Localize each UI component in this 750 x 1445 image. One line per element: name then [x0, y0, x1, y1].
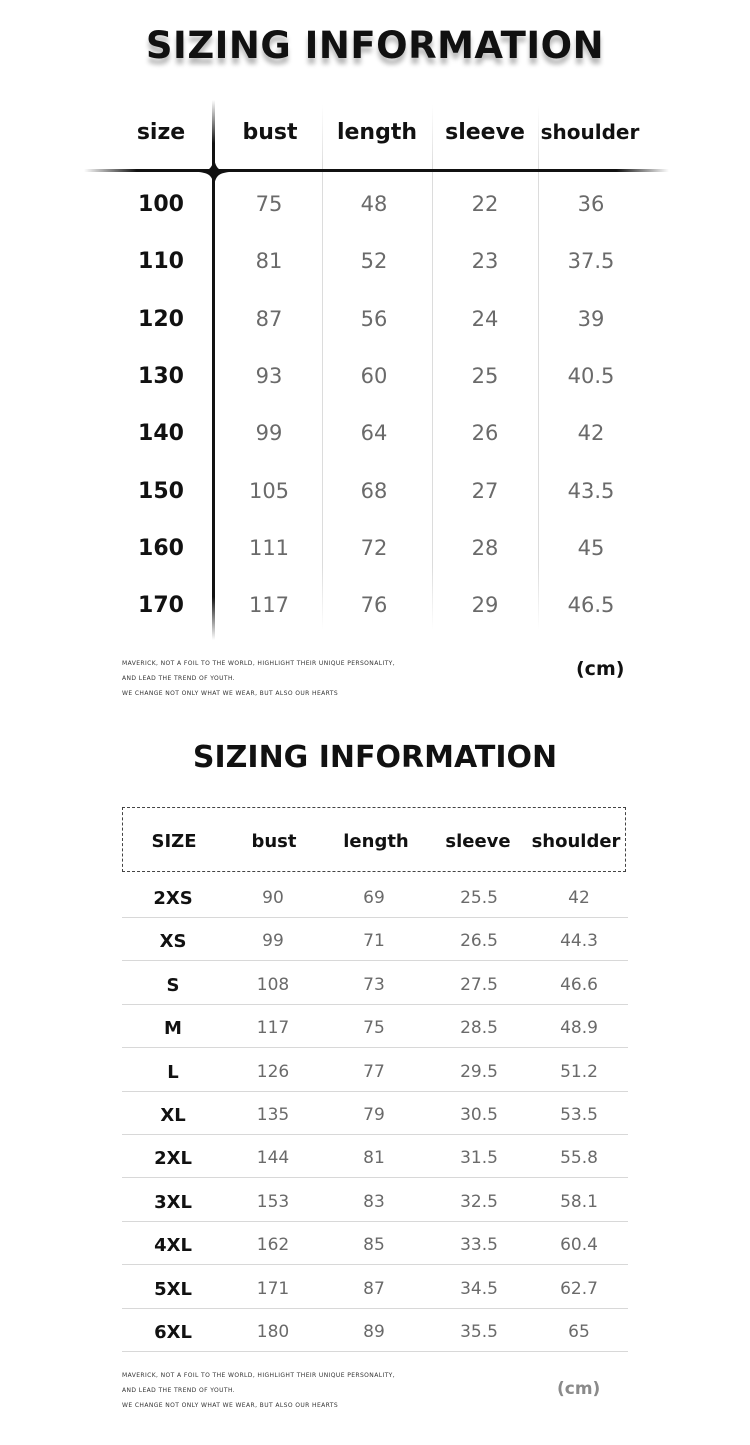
footnote — [122, 1368, 395, 1413]
table-cell: 29 — [471, 593, 499, 618]
header-shoulder: shoulder — [531, 831, 621, 852]
footnote-line: AND LEAD THE TREND OF YOUTH. — [122, 1387, 236, 1394]
size-label: 170 — [138, 593, 184, 619]
table-cell: 25 — [471, 363, 499, 388]
footnote-line: WE CHANGE NOT ONLY WHAT WE WEAR, BUT ALSO OUR HEARTS — [122, 690, 339, 697]
header-length: length — [336, 120, 418, 145]
size-label: 3XL — [154, 1191, 192, 1213]
size-label: 150 — [138, 478, 184, 504]
table-cell: 26 — [471, 421, 499, 446]
table-cell: 64 — [360, 421, 388, 446]
table-cell: 60 — [360, 363, 388, 388]
table-cell: 35.5 — [460, 1322, 498, 1342]
table-cell: 39 — [577, 306, 605, 331]
row-divider — [122, 960, 628, 961]
size-label: 4XL — [154, 1235, 192, 1257]
size-label: 100 — [138, 192, 184, 217]
size-label: 110 — [138, 249, 184, 275]
table-cell: 89 — [363, 1322, 385, 1342]
header-size: size — [136, 120, 186, 145]
table-cell: 93 — [255, 363, 283, 388]
table-cell: 99 — [262, 931, 284, 952]
table-cell: 37.5 — [567, 249, 615, 274]
column-divider — [322, 105, 323, 630]
header-length: length — [343, 831, 409, 852]
table-cell: 52 — [360, 249, 388, 274]
table-cell: 25.5 — [460, 888, 498, 908]
row-divider — [122, 1351, 628, 1352]
size-label: M — [164, 1018, 182, 1040]
footnote-line: MAVERICK, NOT A FOIL TO THE WORLD, HIGHLIGHT THEIR UNIQUE PERSONALITY, — [122, 660, 396, 667]
row-divider — [122, 1047, 628, 1048]
table-cell: 69 — [363, 888, 385, 908]
size-label: 120 — [138, 306, 184, 332]
size-label: 5XL — [154, 1278, 192, 1300]
table-cell: 111 — [248, 535, 290, 560]
header-sleeve: sleeve — [445, 120, 525, 145]
table-cell: 87 — [363, 1278, 385, 1299]
row-divider — [122, 1221, 628, 1222]
table-cell: 153 — [256, 1191, 290, 1212]
table-cell: 162 — [256, 1235, 290, 1256]
unit-label: (cm) — [557, 1379, 601, 1399]
header-bust: bust — [251, 831, 297, 852]
table-cell: 117 — [248, 593, 290, 618]
size-label: L — [167, 1061, 179, 1083]
column-divider — [538, 105, 539, 630]
table-cell: 40.5 — [567, 363, 615, 388]
table-cell: 171 — [256, 1278, 290, 1299]
size-label: 140 — [138, 421, 184, 447]
table-cell: 32.5 — [460, 1191, 498, 1212]
size-label: 160 — [138, 535, 184, 561]
size-table-kids — [0, 0, 750, 715]
table-cell: 46.5 — [567, 593, 615, 618]
table-cell: 27.5 — [460, 974, 498, 995]
header-size: SIZE — [151, 831, 197, 852]
unit-label: (cm) — [576, 658, 625, 680]
size-label: XS — [159, 931, 187, 953]
table-cell: 75 — [255, 192, 283, 216]
footnote-line: WE CHANGE NOT ONLY WHAT WE WEAR, BUT ALSO OUR HEARTS — [122, 1402, 339, 1409]
row-divider — [122, 1177, 628, 1178]
sparkle-icon — [199, 157, 229, 187]
size-label: 6XL — [154, 1322, 192, 1343]
row-divider — [122, 1308, 628, 1309]
header-bust: bust — [242, 120, 298, 145]
table-cell: 76 — [360, 593, 388, 618]
table-cell: 27 — [471, 478, 499, 503]
table-cell: 28 — [471, 535, 499, 560]
table-cell: 48.9 — [560, 1018, 598, 1039]
table-cell: 77 — [363, 1061, 385, 1082]
table-cell: 26.5 — [460, 931, 498, 952]
table-cell: 68 — [360, 478, 388, 503]
table-cell: 62.7 — [560, 1278, 598, 1299]
table-cell: 79 — [363, 1105, 385, 1125]
table-cell: 83 — [363, 1191, 385, 1212]
table-cell: 126 — [256, 1061, 290, 1082]
table-cell: 43.5 — [567, 478, 615, 503]
table-cell: 65 — [568, 1322, 590, 1342]
table-cell: 71 — [363, 931, 385, 952]
table-cell: 30.5 — [460, 1105, 498, 1125]
column-divider — [432, 105, 433, 630]
table-cell: 36 — [577, 192, 605, 216]
table-cell: 58.1 — [560, 1191, 598, 1212]
row-divider — [122, 917, 628, 918]
table-cell: 28.5 — [460, 1018, 498, 1039]
table-cell: 22 — [471, 192, 499, 216]
table-cell: 45 — [577, 535, 605, 560]
footnote-line: AND LEAD THE TREND OF YOUTH. — [122, 675, 236, 682]
table-cell: 81 — [363, 1148, 385, 1169]
table-cell: 99 — [255, 421, 283, 446]
page-title: SIZING INFORMATION — [192, 740, 558, 775]
table-cell: 117 — [256, 1018, 290, 1039]
footnote — [122, 656, 395, 701]
footnote-line: MAVERICK, NOT A FOIL TO THE WORLD, HIGHLIGHT THEIR UNIQUE PERSONALITY, — [122, 1372, 396, 1379]
table-cell: 73 — [363, 974, 385, 995]
table-cell: 75 — [363, 1018, 385, 1039]
header-shoulder: shoulder — [540, 120, 640, 144]
table-cell: 87 — [255, 306, 283, 331]
header-underline — [84, 169, 669, 172]
table-cell: 105 — [248, 478, 290, 503]
row-divider — [122, 1091, 628, 1092]
table-cell: 56 — [360, 306, 388, 331]
size-label: XL — [160, 1105, 186, 1126]
table-cell: 144 — [256, 1148, 290, 1169]
header-sleeve: sleeve — [445, 831, 511, 852]
table-cell: 180 — [256, 1322, 290, 1342]
table-cell: 90 — [262, 888, 284, 908]
table-cell: 48 — [360, 192, 388, 216]
size-label: 2XS — [153, 888, 193, 909]
table-cell: 55.8 — [560, 1148, 598, 1169]
size-label: 2XL — [154, 1148, 192, 1170]
table-cell: 72 — [360, 535, 388, 560]
row-divider — [122, 1134, 628, 1135]
table-cell: 34.5 — [460, 1278, 498, 1299]
table-cell: 85 — [363, 1235, 385, 1256]
table-cell: 135 — [256, 1105, 290, 1125]
row-divider — [122, 1004, 628, 1005]
table-cell: 31.5 — [460, 1148, 498, 1169]
size-label: S — [166, 974, 180, 996]
table-cell: 53.5 — [560, 1105, 598, 1125]
table-cell: 42 — [577, 421, 605, 446]
table-cell: 23 — [471, 249, 499, 274]
table-cell: 24 — [471, 306, 499, 331]
table-cell: 29.5 — [460, 1061, 498, 1082]
table-cell: 108 — [256, 974, 290, 995]
table-cell: 44.3 — [560, 931, 598, 952]
table-cell: 51.2 — [560, 1061, 598, 1082]
table-cell: 81 — [255, 249, 283, 274]
table-cell: 60.4 — [560, 1235, 598, 1256]
table-cell: 33.5 — [460, 1235, 498, 1256]
size-label: 130 — [138, 363, 184, 389]
row-divider — [122, 1264, 628, 1265]
table-cell: 42 — [568, 888, 590, 908]
page-title: SIZING INFORMATION — [145, 24, 605, 67]
table-cell: 46.6 — [560, 974, 598, 995]
